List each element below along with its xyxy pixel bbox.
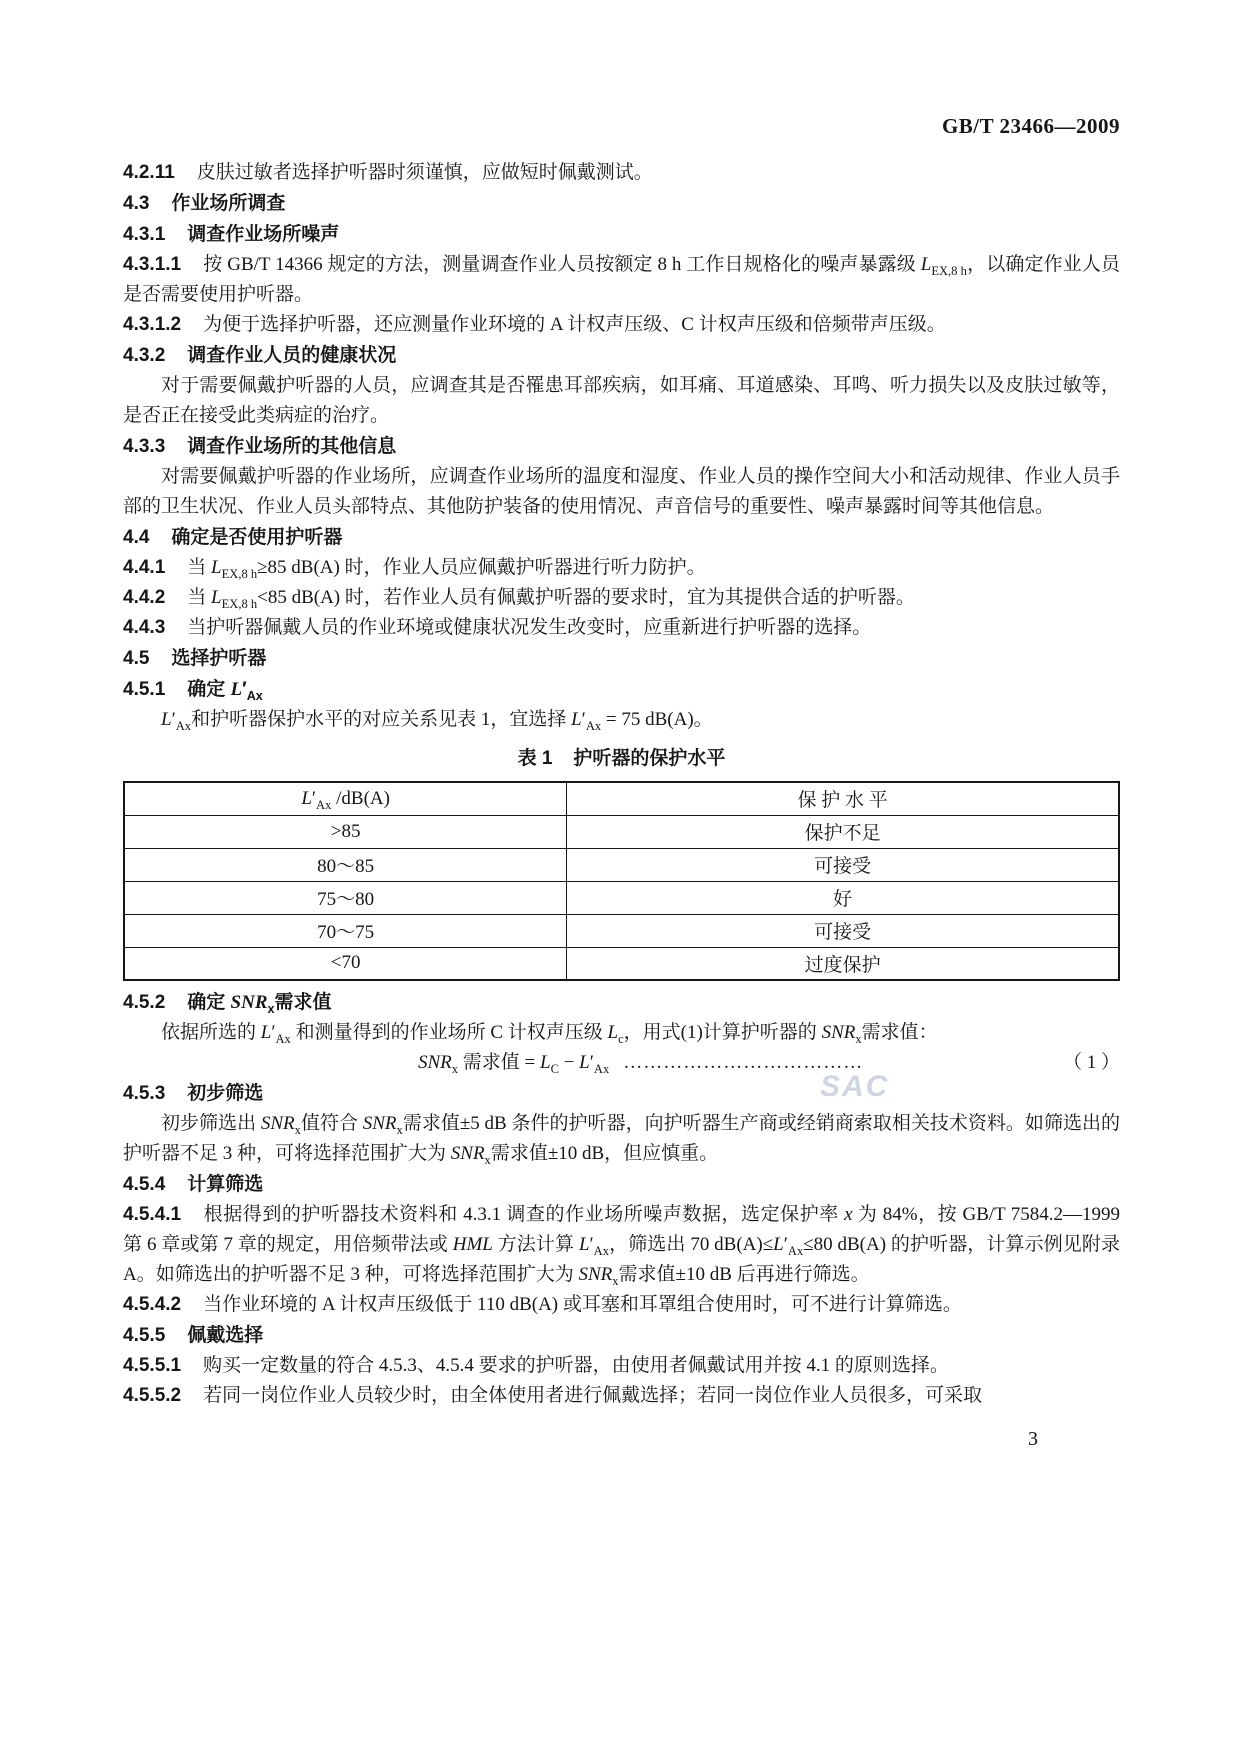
clause-number: 4.5.5: [123, 1325, 166, 1346]
clause-4-5-5-2: 4.5.5.2 若同一岗位作业人员较少时，由全体使用者进行佩戴选择；若同一岗位作业人员很多，可采取: [123, 1385, 983, 1406]
heading-text: 确定是否使用护听器: [171, 527, 343, 548]
table-caption-title: 护听器的保护水平: [573, 748, 726, 769]
heading-4-5-4: [123, 1170, 1120, 1200]
clause-number: 4.5.1: [123, 679, 166, 700]
clause-number: 4.5.4.2: [123, 1294, 182, 1315]
paragraph: 依据所选的 $L'_{Ax}$ 和测量得到的作业场所 C 计权声压级 $L_c$，用式(1)计算护听器的 $SNR_x$需求值：: [161, 1022, 938, 1046]
formula-expression: $SNR_x$ 需求值 = $L_C - L'_{Ax}$: [418, 1052, 610, 1076]
heading-4-3-1: [123, 220, 1120, 250]
clause-4-5-4-1: 4.5.4.1 根据得到的护听器技术资料和 4.3.1 调查的作业场所噪声数据，选定保护率 x 为 84%，按 GB/T 7584.2—1999 第 6 章或第 7 章的规定，用倍频带法或 HML 方法计算 $L'_{Ax}$，筛选出 70 $dB(A)\le L'_{Ax}\le 80$ dB(A) 的护听器，计算示例见附录 A。如筛选出的护听器不足 3 种，可将选择范围扩大为 $SNR_x$需求值±10 dB 后再进行筛选。: [123, 1204, 1120, 1288]
heading-4-5-2: [123, 988, 1120, 1018]
heading-4-4: [123, 523, 1120, 553]
clause-number: 4.4.3: [123, 617, 166, 638]
clause-4-3-1-2: 4.3.1.2 为便于选择护听器，还应测量作业环境的 A 计权声压级、C 计权声压级和倍频带声压级。: [123, 314, 946, 335]
heading-4-5-3: [123, 1079, 1120, 1109]
clause-number: 4.3.1: [123, 224, 166, 245]
table-caption-label: 表 1: [517, 748, 553, 769]
table-cell: 过度保护: [567, 947, 1119, 980]
clause-number: 4.5.5.1: [123, 1355, 182, 1376]
clause-4-4-1: 4.4.1 当 $L_{EX,8 h}\ge 85$ dB(A) 时，作业人员应佩戴护听器进行听力防护。: [123, 557, 706, 581]
table-header-cell: $L'_{Ax}$ /dB(A): [124, 782, 567, 815]
clause-number: 4.3: [123, 193, 150, 214]
standard-number: GB/T 23466—2009: [941, 114, 1120, 138]
heading-4-5-1: [123, 675, 1120, 705]
clause-number: 4.3.2: [123, 345, 166, 366]
table-cell: >85: [124, 815, 567, 848]
formula-dots: ………………………………: [623, 1052, 864, 1073]
clause-number: 4.4: [123, 527, 150, 548]
table-header-row: [124, 782, 1119, 815]
clause-number: 4.4.1: [123, 557, 166, 578]
paragraph: 初步筛选出 $SNR_x$值符合 $SNR_x$需求值±5 dB 条件的护听器，向护听器生产商或经销商索取相关技术资料。如筛选出的护听器不足 3 种，可将选择范围扩大为 $SNR_x$需求值±10 dB，但应慎重。: [123, 1113, 1120, 1167]
heading-text: 确定 $L'_{Ax}$: [187, 679, 263, 703]
table-cell: 70～75: [124, 914, 567, 947]
heading-4-3: [123, 189, 1120, 219]
clause-number: 4.4.2: [123, 587, 166, 608]
heading-text: 确定 $SNR_x$需求值: [187, 992, 332, 1016]
table-cell: 好: [567, 881, 1119, 914]
clause-number: 4.3.3: [123, 436, 166, 457]
paragraph: 对于需要佩戴护听器的人员，应调查其是否罹患耳部疾病，如耳痛、耳道感染、耳鸣、听力损失以及皮肤过敏等，是否正在接受此类病症的治疗。: [123, 375, 1120, 426]
clause-4-5-5-1: 4.5.5.1 购买一定数量的符合 4.5.3、4.5.4 要求的护听器，由使用者佩戴试用并按 4.1 的原则选择。: [123, 1355, 949, 1376]
heading-text: 计算筛选: [187, 1174, 264, 1195]
table-row: [124, 947, 1119, 980]
table-row: [124, 914, 1119, 947]
heading-4-3-3: [123, 432, 1120, 462]
heading-text: 选择护听器: [171, 648, 267, 669]
table-row: [124, 848, 1119, 881]
table-cell: <70: [124, 947, 567, 980]
protection-level-table: [123, 781, 1120, 981]
clause-4-4-3: 4.4.3 当护听器佩戴人员的作业环境或健康状况发生改变时，应重新进行护听器的选择。: [123, 617, 872, 638]
heading-4-5-5: [123, 1321, 1120, 1351]
table-cell: 75～80: [124, 881, 567, 914]
clause-number: 4.3.1.1: [123, 254, 182, 275]
clause-4-2-11: 4.2.11 皮肤过敏者选择护听器时须谨慎，应做短时佩戴测试。: [123, 162, 653, 183]
clause-4-3-1-1: 4.3.1.1 按 GB/T 14366 规定的方法，测量调查作业人员按额定 8 h 工作日规格化的噪声暴露级 $L_{EX,8 h}$，以确定作业人员是否需要使用护听器。: [123, 254, 1120, 305]
clause-number: 4.5.3: [123, 1083, 166, 1104]
table-header-cell: 保 护 水 平: [567, 782, 1119, 815]
heading-text: 初步筛选: [187, 1083, 264, 1104]
document-content: [123, 158, 1120, 1411]
heading-text: 作业场所调查: [171, 193, 286, 214]
clause-number: 4.5.2: [123, 992, 166, 1013]
clause-4-5-4-2: 4.5.4.2 当作业环境的 A 计权声压级低于 110 dB(A) 或耳塞和耳罩组合使用时，可不进行计算筛选。: [123, 1294, 962, 1315]
heading-text: 调查作业场所噪声: [187, 224, 340, 245]
table-cell: 可接受: [567, 914, 1119, 947]
sac-watermark: SAC: [820, 1070, 890, 1103]
clause-number: 4.5.5.2: [123, 1385, 182, 1406]
clause-number: 4.5.4: [123, 1174, 166, 1195]
table-caption: [123, 744, 1120, 774]
heading-text: 调查作业场所的其他信息: [187, 436, 397, 457]
clause-number: 4.2.11: [123, 162, 175, 183]
clause-4-4-2: 4.4.2 当 $L_{EX,8 h}<85$ dB(A) 时，若作业人员有佩戴护听器的要求时，宜为其提供合适的护听器。: [123, 587, 915, 611]
heading-4-3-2: [123, 341, 1120, 371]
paragraph: 对需要佩戴护听器的作业场所，应调查作业场所的温度和湿度、作业人员的操作空间大小和活动规律、作业人员手部的卫生状况、作业人员头部特点、其他防护装备的使用情况、声音信号的重要性、噪声暴露时间等其他信息。: [123, 466, 1120, 517]
page-number: 3: [1028, 1428, 1038, 1450]
table-cell: 保护不足: [567, 815, 1119, 848]
clause-number: 4.3.1.2: [123, 314, 182, 335]
formula-number: （ 1 ）: [1062, 1052, 1120, 1073]
formula-1: [123, 1048, 1120, 1078]
table-row: [124, 881, 1119, 914]
table-cell: 可接受: [567, 848, 1119, 881]
clause-number: 4.5: [123, 648, 150, 669]
heading-4-5: [123, 644, 1120, 674]
table-row: [124, 815, 1119, 848]
heading-text: 佩戴选择: [187, 1325, 264, 1346]
heading-text: 调查作业人员的健康状况: [187, 345, 397, 366]
table-cell: 80～85: [124, 848, 567, 881]
clause-number: 4.5.4.1: [123, 1204, 182, 1225]
paragraph: $L'_{Ax}$和护听器保护水平的对应关系见表 1，宜选择 $L'_{Ax} = 75$ dB(A)。: [161, 709, 713, 733]
